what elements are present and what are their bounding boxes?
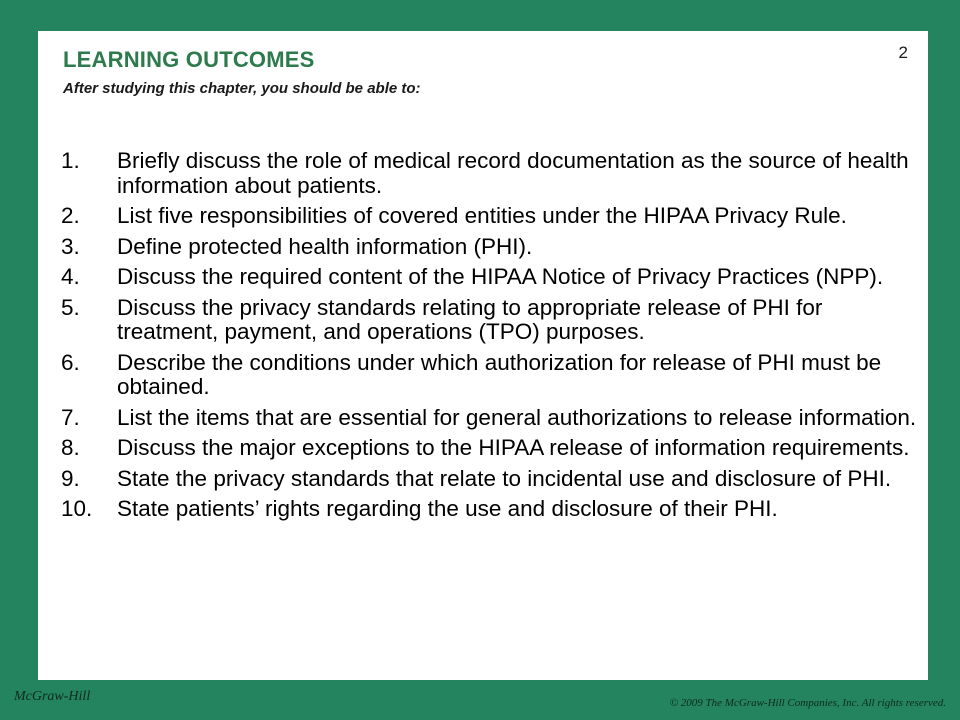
outcome-item-8 [61,436,921,461]
slide-subheading: After studying this chapter, you should be able to: [63,80,421,97]
outcome-item-5 [61,296,921,345]
outcome-text: Briefly discuss the role of medical record documentation as the source of health information about patients. [117,148,909,198]
copyright-notice: © 2009 The McGraw-Hill Companies, Inc. All rights reserved. [669,697,946,709]
outcome-number: 10. [61,496,93,521]
outcome-text: Define protected health information (PHI). [117,233,533,259]
outcome-number: 5. [61,294,80,320]
publisher-label: McGraw-Hill [14,689,91,704]
outcome-text: List five responsibilities of covered entities under the HIPAA Privacy Rule. [117,203,847,228]
outcome-text: Discuss the major exceptions to the HIPAA release of information requirements. [117,435,910,460]
outcome-number: 1. [61,148,80,173]
outcome-number: 2. [61,203,80,228]
outcome-item-4 [61,265,921,290]
outcome-item-6 [61,351,921,400]
outcome-item-3 [61,235,921,260]
outcome-item-10 [61,497,921,522]
outcome-item-1 [61,149,921,198]
outcome-text: Discuss the privacy standards relating to appropriate release of PHI for treatment, payment, and operations (TPO) purposes. [117,294,823,344]
outcome-text: State patients’ rights regarding the use and disclosure of their PHI. [117,496,778,521]
outcome-number: 7. [61,404,80,430]
outcome-item-7 [61,406,921,431]
outcome-item-9 [61,467,921,492]
outcome-item-2 [61,204,921,229]
outcome-text: List the items that are essential for general authorizations to release information. [117,404,917,430]
slide-heading: LEARNING OUTCOMES [63,47,315,72]
slide-panel [38,31,928,680]
outcome-text: Discuss the required content of the HIPAA Notice of Privacy Practices (NPP). [117,264,884,289]
outcome-text: Describe the conditions under which authorization for release of PHI must be obtained. [117,349,882,399]
page-number: 2 [898,43,908,62]
outcome-text: State the privacy standards that relate to incidental use and disclosure of PHI. [117,465,892,491]
outcome-number: 4. [61,264,80,289]
outcome-number: 8. [61,435,80,460]
outcome-number: 3. [61,233,80,259]
outcome-number: 6. [61,349,80,375]
outcome-number: 9. [61,465,80,491]
learning-outcomes-list [61,149,921,528]
